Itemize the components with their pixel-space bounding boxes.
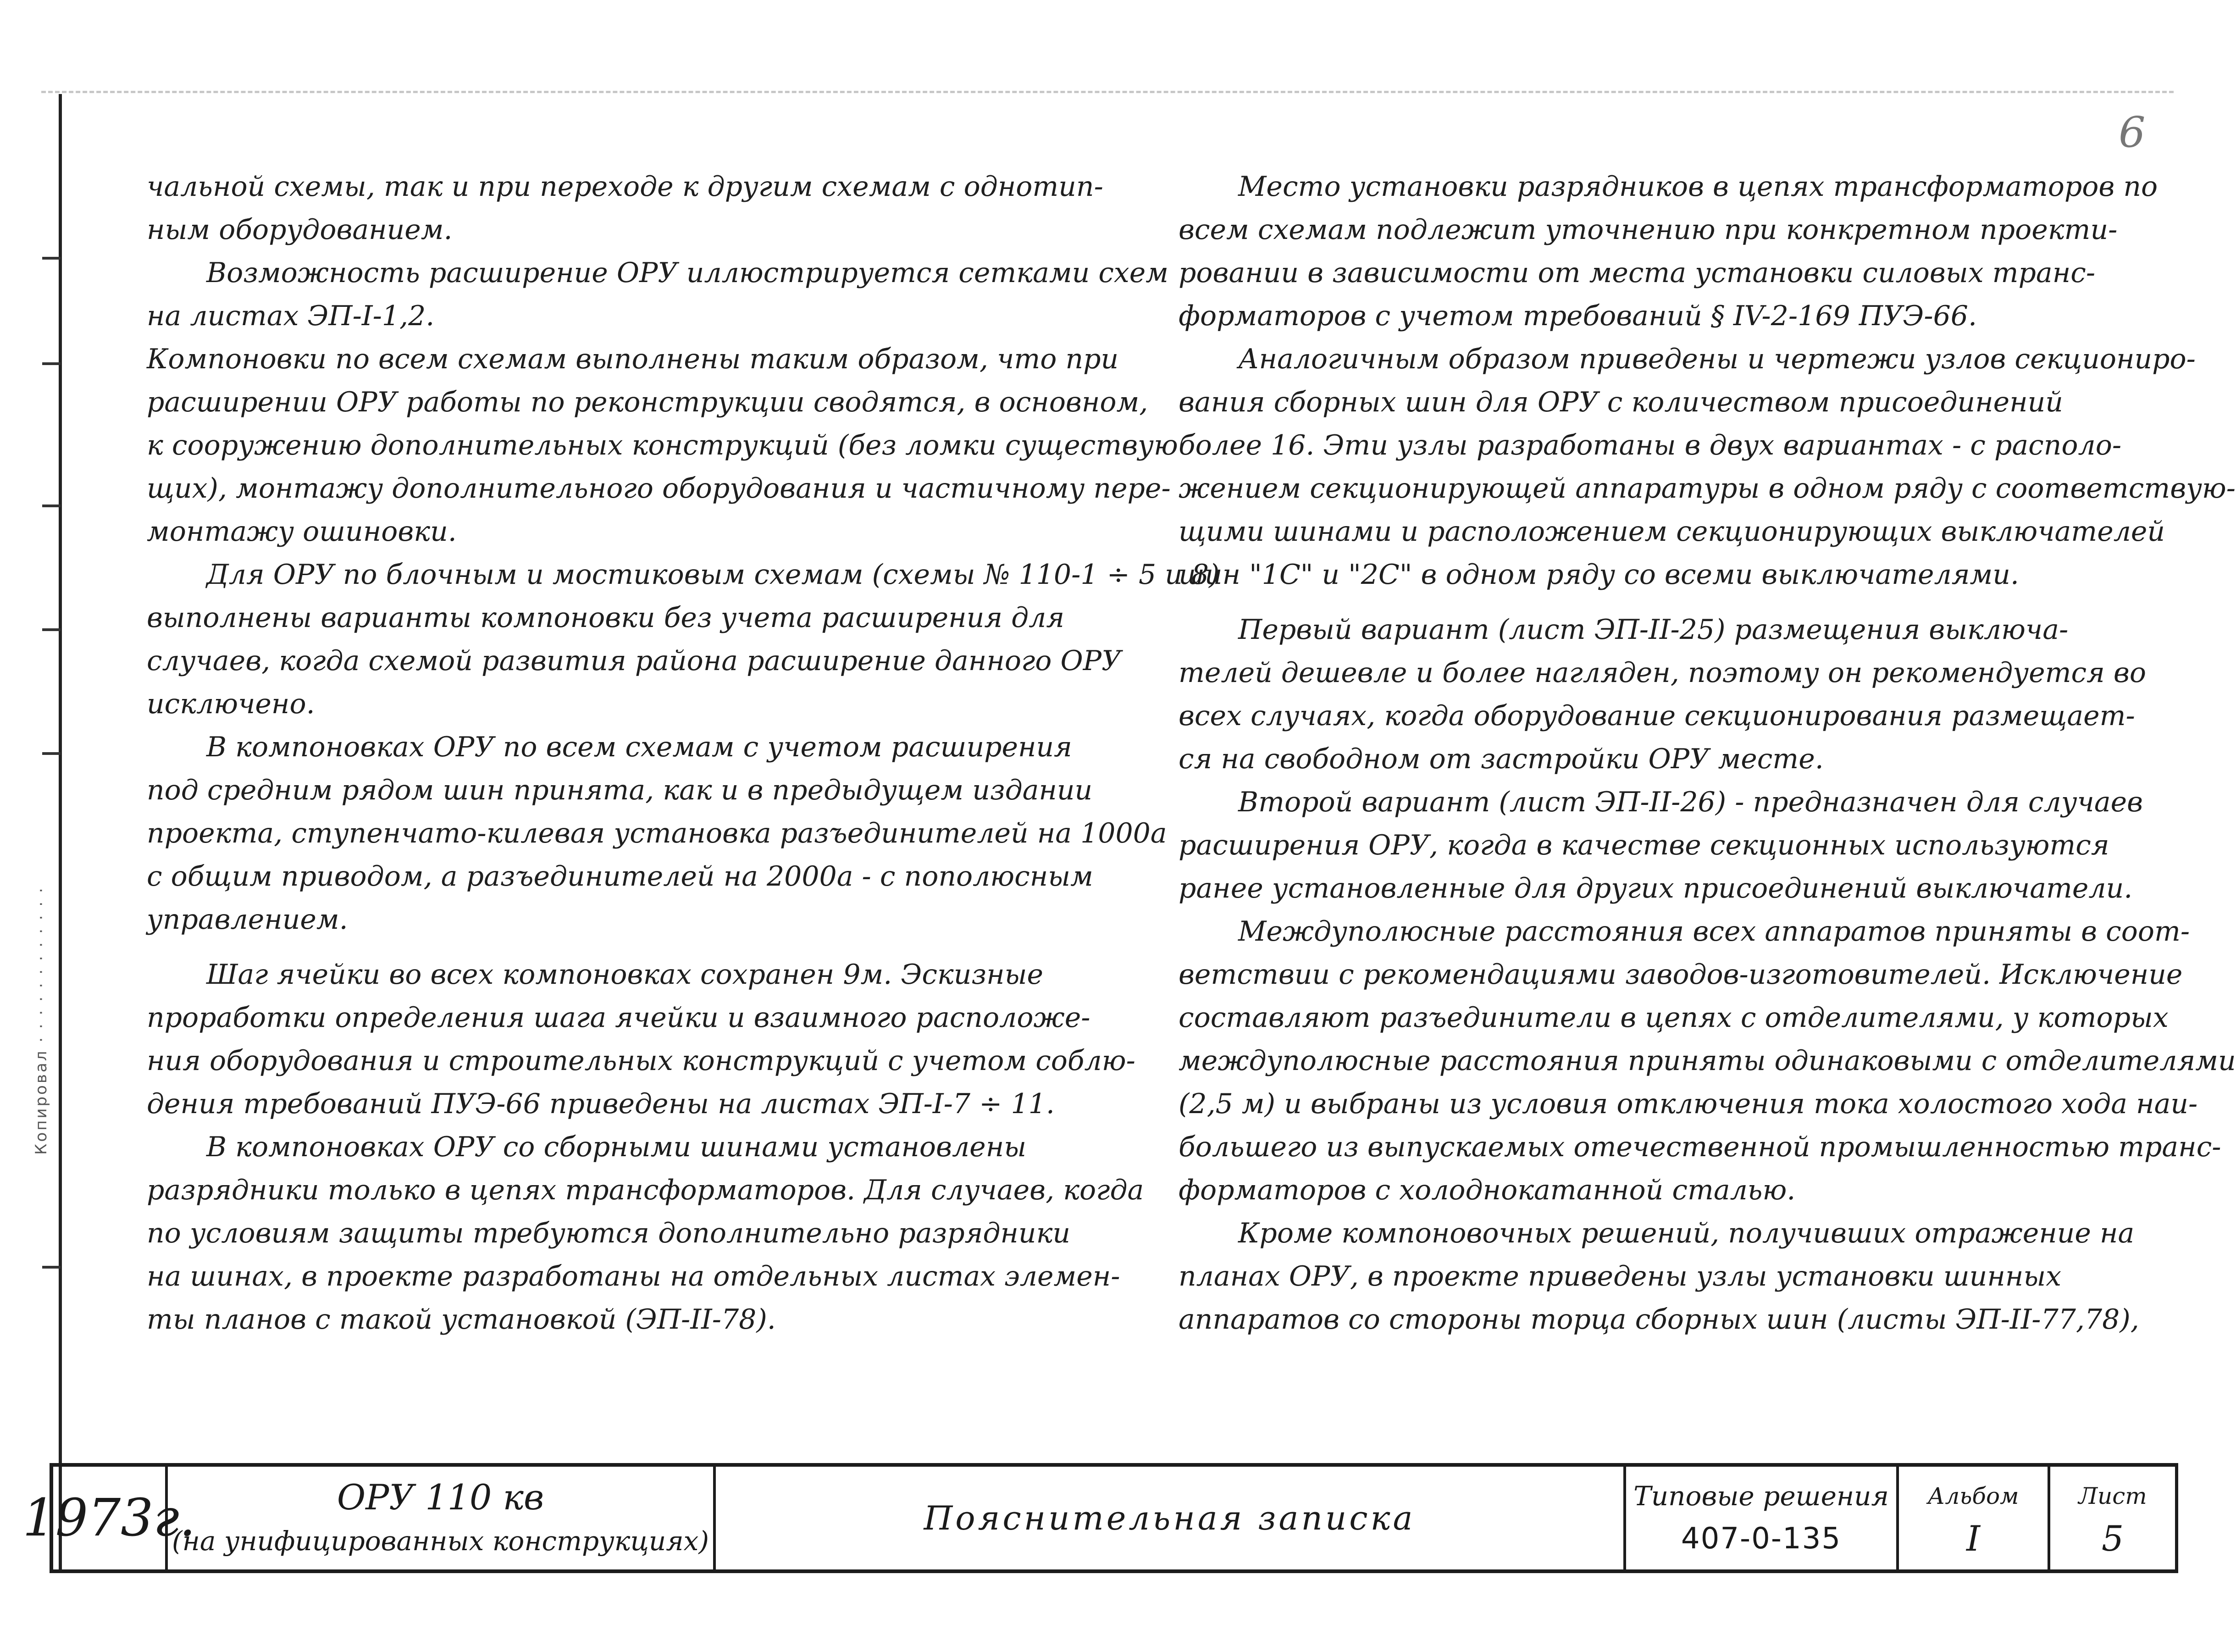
text-line: с общим приводом, а разъединителей на 2000а - с пополюсным [147,860,1093,893]
album-label: Альбом [1927,1483,2019,1509]
text-line: по условиям защиты требуются дополнительно разрядники [147,1217,1071,1249]
text-line: проекта, ступенчато-килевая установка разъединителей на 1000а [147,817,1167,849]
text-line: ровании в зависимости от места установки силовых транс- [1179,257,2096,289]
title-block-album [1899,1467,2050,1569]
left-text-column [147,165,1220,1341]
album-value: I [1966,1518,1981,1559]
text-line: (2,5 м) и выбраны из условия отключения тока холостого хода наи- [1179,1088,2198,1120]
margin-stamp [28,780,55,1261]
text-line: щих), монтажу дополнительного оборудования и частичному пере- [147,472,1171,504]
text-line: расширении ОРУ работы по реконструкции сводятся, в основном, [147,386,1148,418]
sheet-number: 5 [2101,1518,2124,1559]
text-line: проработки определения шага ячейки и взаимного расположе- [147,1002,1090,1034]
text-line: планах ОРУ, в проекте приведены узлы установки шинных [1179,1260,2062,1292]
typical-solutions-label: Типовые решения [1633,1480,1889,1512]
text-line: жением секционирующей аппаратуры в одном ряду с соответствую- [1179,472,2236,504]
corner-page-number: 6 [2119,108,2146,157]
text-line: ранее установленные для других присоединений выключатели. [1179,872,2133,904]
text-line: большего из выпускаемых отечественной промышленностью транс- [1179,1131,2221,1163]
right-text-column [1179,165,2236,1341]
text-line: Междуполюсные расстояния всех аппаратов приняты в соот- [1238,915,2190,948]
text-line: дения требований ПУЭ-66 приведены на листах ЭП-I-7 ÷ 11. [147,1088,1055,1120]
text-line: ты планов с такой установкой (ЭП-II-78). [147,1303,776,1336]
text-line: Для ОРУ по блочным и мостиковым схемам (схемы № 110-1 ÷ 5 и 8) [206,559,1220,591]
margin-stamp-text: Копировал · · · · · · · · · · · · [32,886,51,1155]
text-line: ся на свободном от застройки ОРУ месте. [1179,743,1824,775]
typical-solutions-code: 407-0-135 [1681,1522,1842,1556]
binding-tick [42,628,61,631]
text-line: В компоновках ОРУ по всем схемам с учетом расширения [206,731,1072,763]
title-block-year [22,1467,196,1569]
sheet-label: Лист [2078,1483,2147,1509]
left-binding-line [59,94,62,1573]
text-line: расширения ОРУ, когда в качестве секционных используются [1179,829,2109,861]
text-line: разрядники только в цепях трансформаторов. Для случаев, когда [147,1174,1144,1206]
text-line: Первый вариант (лист ЭП-II-25) размещения выключа- [1238,614,2069,646]
text-line: на листах ЭП-I-1,2. [147,300,435,332]
title-block-document [716,1467,1626,1569]
binding-tick [42,504,61,507]
text-line: всем схемам подлежит уточнению при конкретном проекти- [1179,214,2118,246]
title-block [22,1463,2178,1573]
text-line: более 16. Эти узлы разработаны в двух вариантах - с располо- [1179,429,2122,461]
text-line: Второй вариант (лист ЭП-II-26) - предназначен для случаев [1238,786,2143,818]
text-line: Кроме компоновочных решений, получивших отражение на [1238,1217,2135,1249]
text-line: на шинах, в проекте разработаны на отдельных листах элемен- [147,1260,1120,1292]
scan-edge-noise [41,91,2174,93]
text-line: составляют разъединители в цепях с отделителями, у которых [1179,1002,2169,1034]
title-block-project [168,1467,716,1569]
text-line: форматоров с учетом требований § IV-2-169 ПУЭ-66. [1179,300,1977,332]
text-line: Компоновки по всем схемам выполнены таким образом, что при [147,343,1119,375]
binding-tick [42,752,61,755]
text-line: случаев, когда схемой развития района расширение данного ОРУ [147,645,1122,677]
project-title: ОРУ 110 кв [337,1477,544,1518]
text-line: ветствии с рекомендациями заводов-изготовителей. Исключение [1179,959,2183,991]
text-line: к сооружению дополнительных конструкций (без ломки существую [147,429,1178,461]
text-line: выполнены варианты компоновки без учета расширения для [147,602,1065,634]
text-line: Аналогичным образом приведены и чертежи узлов секциониро- [1238,343,2196,375]
document-name: Пояснительная записка [924,1499,1416,1537]
text-line: всех случаях, когда оборудование секционирования размещает- [1179,700,2135,732]
text-line: Место установки разрядников в цепях трансформаторов по [1238,171,2158,203]
text-line: управлением. [147,904,348,936]
text-line: Возможность расширение ОРУ иллюстрируется сетками схем [206,257,1169,289]
text-line: телей дешевле и более нагляден, поэтому он рекомендуется во [1179,657,2146,689]
binding-tick [42,362,61,365]
text-line: Шаг ячейки во всех компоновках сохранен 9м. Эскизные [206,959,1044,991]
project-subtitle: (на унифицированных конструкциях) [172,1525,709,1557]
text-line: В компоновках ОРУ со сборными шинами установлены [206,1131,1027,1163]
text-line: чальной схемы, так и при переходе к другим схемам с однотип- [147,171,1103,203]
text-line: междуполюсные расстояния приняты одинаковыми с отделителями [1179,1045,2236,1077]
text-line: шин "1С" и "2С" в одном ряду со всеми выключателями. [1179,559,2019,591]
binding-tick [42,1266,61,1269]
text-line: форматоров с холоднокатанной сталью. [1179,1174,1796,1206]
title-block-typical-solutions [1626,1467,1899,1569]
binding-tick [42,257,61,260]
text-line: щими шинами и расположением секционирующих выключателей [1179,516,2165,548]
text-line: монтажу ошиновки. [147,516,457,548]
year-text: 1973г. [22,1488,196,1548]
text-line: аппаратов со стороны торца сборных шин (листы ЭП-II-77,78), [1179,1303,2139,1336]
text-line: исключено. [147,688,315,720]
text-line: вания сборных шин для ОРУ с количеством присоединений [1179,386,2063,418]
text-line: ния оборудования и строительных конструкций с учетом соблю- [147,1045,1135,1077]
text-line: ным оборудованием. [147,214,453,246]
text-line: под средним рядом шин принята, как и в предыдущем издании [147,774,1093,806]
title-block-sheet [2050,1467,2175,1569]
